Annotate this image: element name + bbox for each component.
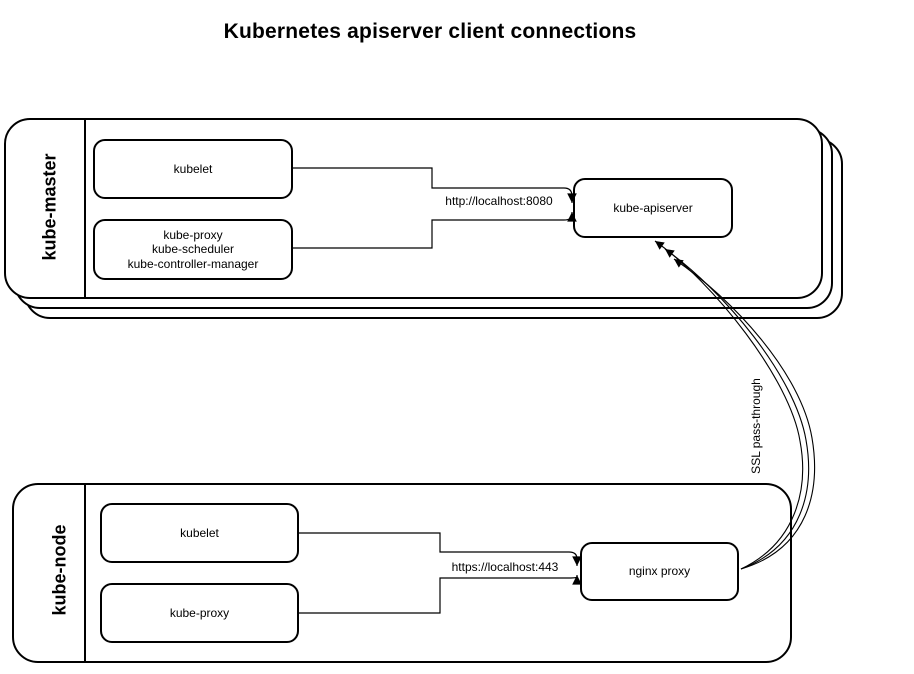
kube-node-label: kube-node: [49, 524, 70, 616]
node-kubelet-master: [93, 139, 293, 199]
edge-label-http: http://localhost:8080: [445, 194, 553, 208]
node-nginx-proxy: [580, 542, 739, 601]
node-kubelet-node-text: kubelet: [180, 525, 219, 540]
edge-label-https: https://localhost:443: [451, 560, 559, 574]
edge-label-ssl-pass-through: SSL pass-through: [749, 378, 763, 474]
kube-node-divider: [84, 484, 86, 662]
service-line-kube-proxy: kube-proxy: [163, 227, 223, 242]
service-line-kube-scheduler: kube-scheduler: [151, 242, 235, 257]
service-line-kube-controller-manager: kube-controller-manager: [127, 256, 259, 271]
node-kubelet-node: [100, 503, 299, 563]
node-kube-proxy: [100, 583, 299, 643]
kube-master-label: kube-master: [39, 153, 60, 261]
diagram-title: Kubernetes apiserver client connections: [223, 20, 637, 43]
kube-master-divider: [84, 119, 86, 298]
node-kube-apiserver: [573, 178, 733, 238]
node-master-services: [93, 219, 293, 280]
node-kube-proxy-text: kube-proxy: [169, 605, 230, 620]
node-kube-apiserver-text: kube-apiserver: [613, 200, 693, 215]
node-nginx-proxy-text: nginx proxy: [628, 564, 691, 579]
node-kubelet-master-text: kubelet: [173, 161, 213, 176]
